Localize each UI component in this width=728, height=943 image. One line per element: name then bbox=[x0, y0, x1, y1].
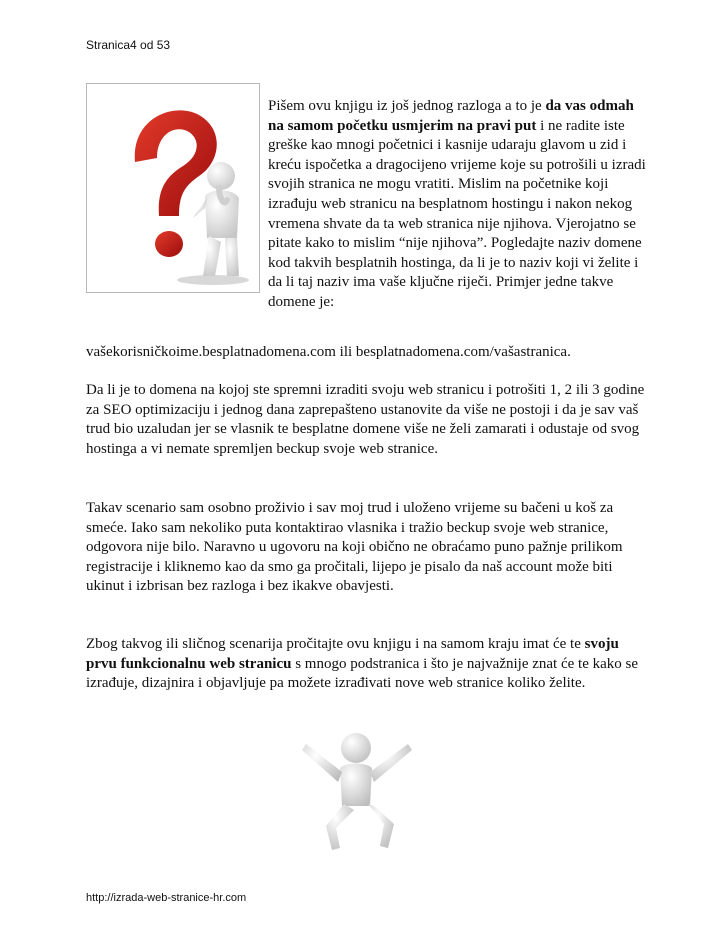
conclusion-text-2: s mnogo podstranica i što je najvažnije znat će te kako se izrađuje, dizajnira i objavljuje pa možete izrađivati nove web stranice koliko želite. bbox=[86, 655, 639, 692]
jumping-person-icon bbox=[296, 718, 416, 858]
example-domain-paragraph: vašekorisničkoime.besplatnadomena.com ili besplatnadomena.com/vašastranica. bbox=[86, 344, 571, 360]
paragraph-conclusion bbox=[86, 635, 646, 694]
page-counter: Stranica4 od 53 bbox=[86, 38, 171, 52]
jumping-figure bbox=[296, 718, 416, 858]
question-mark-person-icon bbox=[87, 84, 259, 292]
footer-url[interactable]: http://izrada-web-stranice-hr.com bbox=[86, 892, 247, 904]
paragraph-domain-question: Da li je to domena na kojoj ste spremni izraditi svoju web stranicu i potrošiti 1, 2 ili 3 godine za SEO optimizaciju i jednog dana zaprepašteno ustanovite da više ne postoji i da je sav vaš trud bio uzaludan jer se vlasnik te besplatne domene više ne želi zamarati i odustaje od svog hostinga a vi nemate spremljen beckup svoje web stranice. bbox=[86, 382, 645, 457]
intro-text-2: i ne radite iste greške kao mnogi početnici i kasnije udaraju glavom u zid i kreću ispočetka a dragocijeno vrijeme koje su potrošili u izradi svojih stranica ne mogu vratiti. Mislim na početnike koji izrađuju web stranicu na besplatnom hostingu i nakon nekog vremena shvate da ta web stranica nije njihova. Vjerojatno se pitate kako to mislim “nije njihova”. Pogledajte naziv domene kod takvih besplatnih hostinga, da li je to naziv koji vi želite i da li taj naziv ima vaše ključne riječi. Primjer jedne takve domene je: bbox=[268, 117, 646, 310]
intro-text-1: Pišem ovu knjigu iz još jednog razloga a to je bbox=[268, 98, 546, 114]
intro-paragraph bbox=[268, 97, 648, 313]
question-mark-figure bbox=[86, 83, 260, 293]
conclusion-bold-text: svoju prvu funkcionalnu web stranicu bbox=[86, 636, 619, 672]
paragraph-personal-story: Takav scenario sam osobno proživio i sav moj trud i uloženo vrijeme su bačeni u koš za smeće. Iako sam nekoliko puta kontaktirao vlasnika i tražio beckup svoje web stranice, odgovora nije bilo. Naravno u ugovoru na koji obično ne obraćamo puno pažnje prilikom registracije i kliknemo kao da smo ga pročitali, lijepo je pisalo da naš account može biti ukinut i izbrisan bez razloga i bez ikakve obavjesti. bbox=[86, 500, 623, 595]
conclusion-text-1: Zbog takvog ili sličnog scenarija pročitajte ovu knjigu i na samom kraju imat će te bbox=[86, 636, 585, 652]
intro-bold-text: da vas odmah na samom početku usmjerim na pravi put bbox=[268, 98, 634, 134]
